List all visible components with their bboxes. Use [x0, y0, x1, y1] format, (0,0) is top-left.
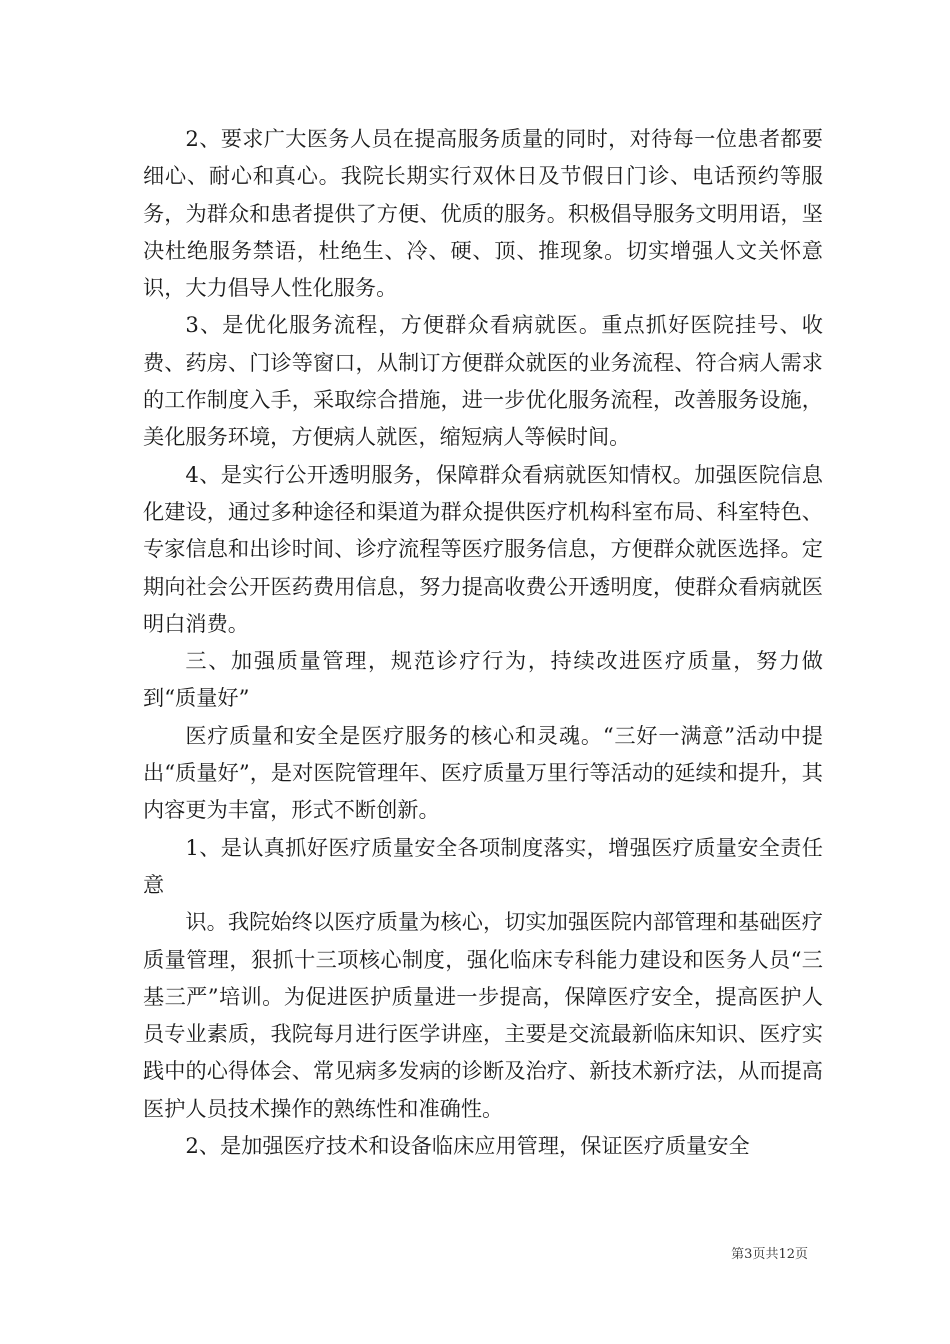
paragraph-quality-core: 医疗质量和安全是医疗服务的核心和灵魂。“三好一满意”活动中提出“质量好”，是对医院管理年、医疗质量万里行等活动的延续和提升，其内容更为丰富，形式不断创新。 [143, 722, 823, 823]
paragraph-quality-system-body: 识。我院始终以医疗质量为核心，切实加强医院内部管理和基础医疗质量管理，狠抓十三项核心制度，强化临床专科能力建设和医务人员“三基三严”培训。为促进医护质量进一步提高，保障医疗安全，提高医护人员专业素质，我院每月进行医学讲座，主要是交流最新临床知识、医疗实践中的心得体会、常见病多发病的诊断及治疗、新技术新疗法，从而提高医护人员技术操作的熟练性和准确性。 [143, 909, 823, 1121]
paragraph-optimize-process: 3、是优化服务流程，方便群众看病就医。重点抓好医院挂号、收费、药房、门诊等窗口，从制订方便群众就医的业务流程、符合病人需求的工作制度入手，采取综合措施，进一步优化服务流程，改善服务设施，美化服务环境，方便病人就医，缩短病人等候时间。 [143, 312, 823, 450]
paragraph-quality-system-title: 1、是认真抓好医疗质量安全各项制度落实，增强医疗质量安全责任意 [143, 834, 823, 897]
paragraph-service-attitude: 2、要求广大医务人员在提高服务质量的同时，对待每一位患者都要细心、耐心和真心。我院长期实行双休日及节假日门诊、电话预约等服务，为群众和患者提供了方便、优质的服务。积极倡导服务文明用语，坚决杜绝服务禁语，杜绝生、冷、硬、顶、推现象。切实增强人文关怀意识，大力倡导人性化服务。 [143, 126, 823, 301]
page-number-footer: 第3页共12页 [731, 1247, 808, 1262]
document-body [143, 120, 823, 1164]
paragraph-technology-management: 2、是加强医疗技术和设备临床应用管理，保证医疗质量安全 [185, 1133, 750, 1159]
paragraph-transparent-service: 4、是实行公开透明服务，保障群众看病就医知情权。加强医院信息化建设，通过多种途径和渠道为群众提供医疗机构科室布局、科室特色、专家信息和出诊时间、诊疗流程等医疗服务信息，方便群众就医选择。定期向社会公开医药费用信息，努力提高收费公开透明度，使群众看病就医明白消费。 [143, 461, 823, 636]
section-heading-quality: 三、加强质量管理，规范诊疗行为，持续改进医疗质量，努力做到“质量好” [143, 648, 823, 711]
